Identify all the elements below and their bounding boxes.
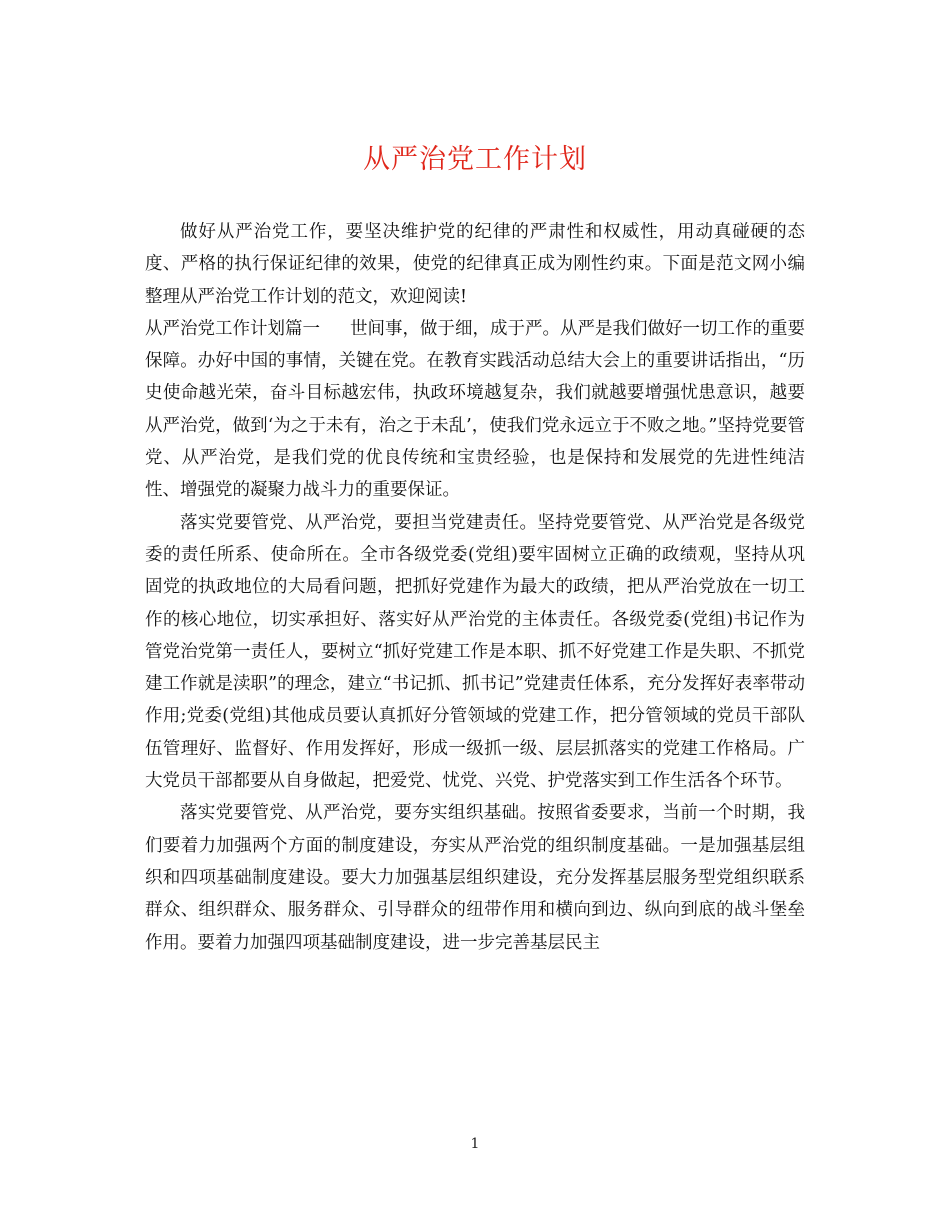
party-responsibility-paragraph: 落实党要管党、从严治党，要担当党建责任。坚持党要管党、从严治党是各级党委的责任所系、使命所在。全市各级党委(党组)要牢固树立正确的政绩观，坚持从巩固党的执政地位的大局看问题，把抓好党建作为最大的政绩，把从严治党放在一切工作的核心地位，切实承担好、落实好从严治党的主体责任。各级党委(党组)书记作为管党治党第一责任人，要树立“抓好党建工作是本职、抓不好党建工作是失职、不抓党建工作就是渎职”的理念，建立“书记抓、抓书记”党建责任体系，充分发挥好表率带动作用;党委(党组)其他成员要认真抓好分管领域的党建工作，把分管领域的党员干部队伍管理好、监督好、作用发挥好，形成一级抓一级、层层抓落实的党建工作格局。广大党员干部都要从自身做起，把爱党、忧党、兴党、护党落实到工作生活各个环节。 [145,512,805,792]
section-one-paragraph [145,313,805,507]
section-heading: 从严治党工作计划篇一 [145,318,320,339]
document-body [145,216,805,959]
intro-paragraph: 做好从严治党工作，要坚决维护党的纪律的严肃性和权威性，用动真碰硬的态度、严格的执行保证纪律的效果，使党的纪律真正成为刚性约束。下面是范文网小编整理从严治党工作计划的范文，欢迎阅读! [145,222,805,307]
organization-foundation-paragraph: 落实党要管党、从严治党，要夯实组织基础。按照省委要求，当前一个时期，我们要着力加强两个方面的制度建设，夯实从严治党的组织制度基础。一是加强基层组织和四项基础制度建设。要大力加强基层组织建设，充分发挥基层服务型党组织联系群众、组织群众、服务群众、引导群众的纽带作用和横向到边、纵向到底的战斗堡垒作用。要着力加强四项基础制度建设，进一步完善基层民主 [145,803,805,953]
document-title: 从严治党工作计划 [363,144,587,175]
page-number: 1 [470,1136,480,1152]
section-one-text: 世间事，做于细，成于严。从严是我们做好一切工作的重要保障。办好中国的事情，关键在党。在教育实践活动总结大会上的重要讲话指出，“历史使命越光荣，奋斗目标越宏伟，执政环境越复杂，我们就越要增强忧患意识，越要从严治党，做到‘为之于未有，治之于未乱’，使我们党永远立于不败之地。”坚持党要管党、从严治党，是我们党的优良传统和宝贵经验，也是保持和发展党的先进性纯洁性、增强党的凝聚力战斗力的重要保证。 [145,318,805,501]
